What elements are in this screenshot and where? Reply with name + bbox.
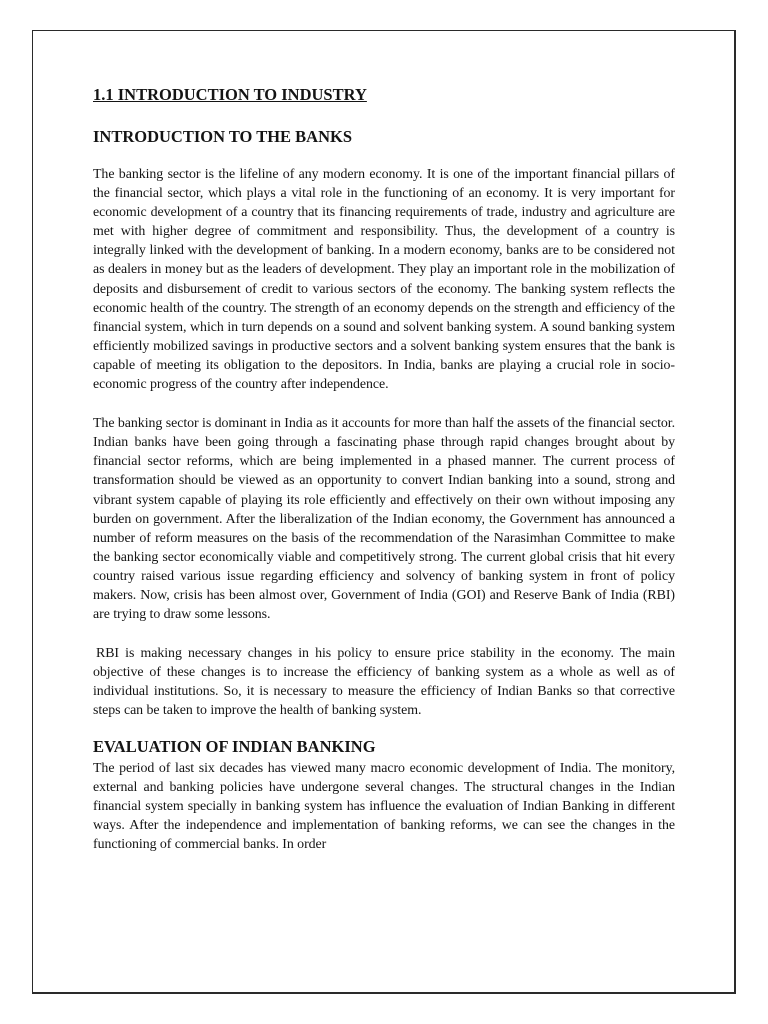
document-body: [93, 84, 675, 854]
heading-evaluation-of-indian-banking: EVALUATION OF INDIAN BANKING: [93, 736, 376, 756]
paragraph-rbi-changes: RBI is making necessary changes in his policy to ensure price stability in the economy. The main objective of these changes is to increase the efficiency of banking system as a whole as well as of individual institutions. So, it is necessary to measure the efficiency of Indian Banks so that corrective steps can be taken to improve the health of banking system.: [93, 646, 675, 719]
paragraph-evaluation: The period of last six decades has viewed many macro economic development of India. The monitory, external and banking policies have undergone several changes. The structural changes in the Indian financial system specially in banking system has influence the evaluation of Indian Banking in different ways. After the independence and implementation of banking reforms, we can see the changes in the functioning of commercial banks. In order: [93, 760, 675, 852]
subheading-introduction-to-banks: INTRODUCTION TO THE BANKS: [93, 127, 353, 146]
section-title: 1.1 INTRODUCTION TO INDUSTRY: [93, 85, 367, 104]
paragraph-banking-dominant: The banking sector is dominant in India as it accounts for more than half the assets of the financial sector. Indian banks have been going through a fascinating phase through rapid changes brought about by financial sector reforms, which are being implemented in a phased manner. The current process of transformation should be viewed as an opportunity to convert Indian banking into a sound, strong and vibrant system capable of playing its role efficiently and effectively on their own without imposing any burden on government. After the liberalization of the Indian economy, the Government has announced a number of reform measures on the basis of the recommendation of the Narasimhan Committee to make the banking sector economically viable and competitively strong. The current global crisis that hit every country raised various issue regarding efficiency and solvency of banking system in front of policy makers. Now, crisis has been almost over, Government of India (GOI) and Reserve Bank of India (RBI) are trying to draw some lessons.: [93, 416, 675, 623]
paragraph-banking-lifeline: The banking sector is the lifeline of any modern economy. It is one of the important financial pillars of the financial sector, which plays a vital role in the functioning of an economy. It is very important for economic development of a country that its financing requirements of trade, industry and agriculture are met with higher degree of commitment and responsibility. Thus, the development of a country is integrally linked with the development of banking. In a modern economy, banks are to be considered not as dealers in money but as the leaders of development. They play an important role in the mobilization of deposits and disbursement of credit to various sectors of the economy. The banking system reflects the economic health of the country. The strength of an economy depends on the strength and efficiency of the financial system, which in turn depends on a sound and solvent banking system. A sound banking system efficiently mobilized savings in productive sectors and a solvent banking system ensures that the bank is capable of meeting its obligation to the depositors. In India, banks are playing a crucial role in socio-economic progress of the country after independence.: [93, 167, 676, 393]
